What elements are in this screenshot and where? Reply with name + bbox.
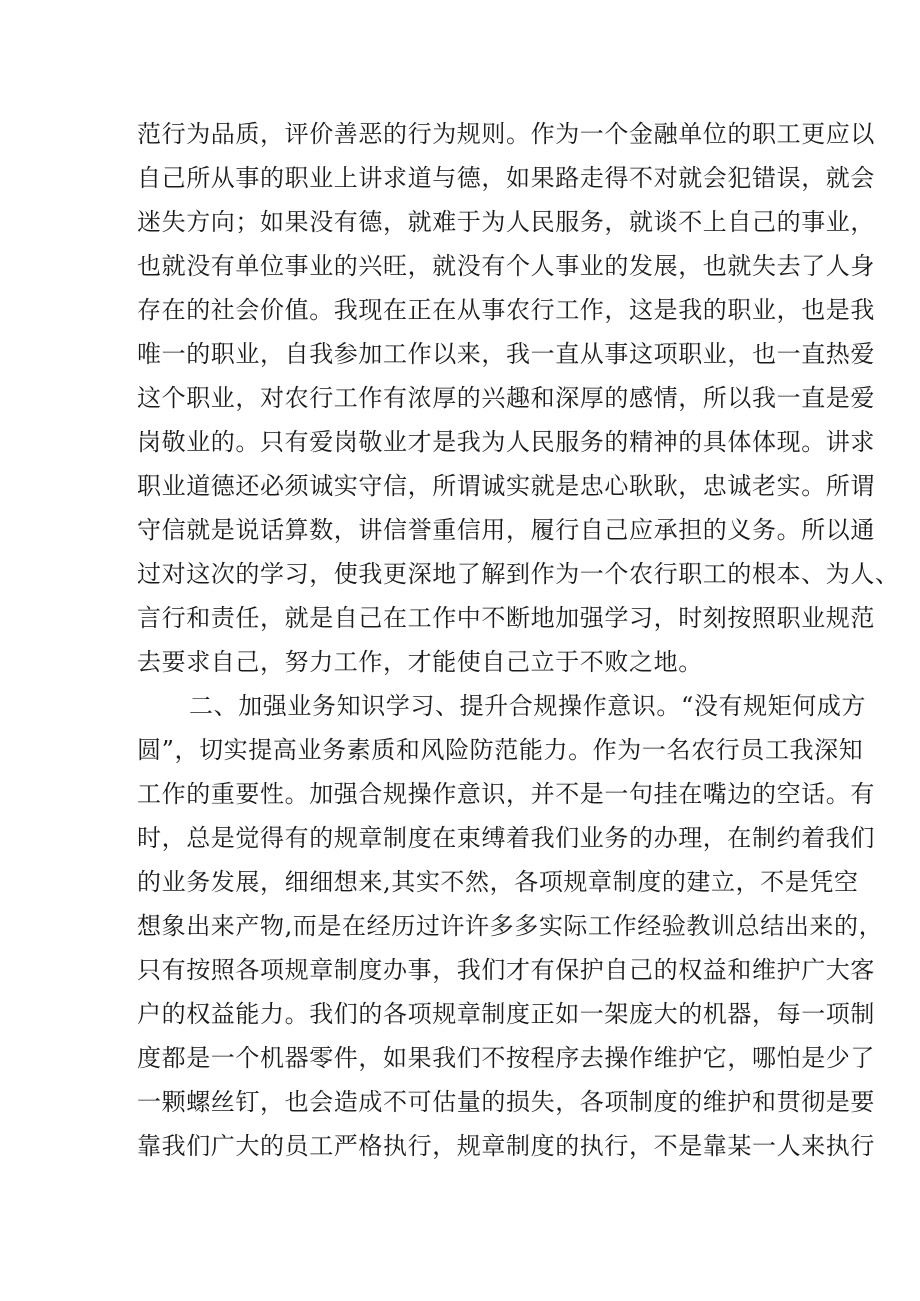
text-line: 范行为品质，评价善恶的行为规则。作为一个金融单位的职工更应以 — [137, 120, 875, 148]
text-line: 守信就是说话算数，讲信誉重信用，履行自己应承担的义务。所以通 — [137, 516, 875, 544]
text-line: 也就没有单位事业的兴旺，就没有个人事业的发展，也就失去了人身 — [137, 252, 875, 280]
text-line: 去要求自己，努力工作，才能使自己立于不败之地。 — [137, 648, 703, 676]
text-line: 岗敬业的。只有爱岗敬业才是我为人民服务的精神的具体体现。讲求 — [137, 428, 875, 456]
text-line: 度都是一个机器零件，如果我们不按程序去操作维护它，哪怕是少了 — [137, 1044, 875, 1072]
text-line: 工作的重要性。加强合规操作意识，并不是一句挂在嘴边的空话。有 — [137, 780, 875, 808]
text-line: 存在的社会价值。我现在正在从事农行工作，这是我的职业，也是我 — [137, 296, 875, 324]
text-line: 只有按照各项规章制度办事，我们才有保护自己的权益和维护广大客 — [137, 956, 875, 984]
text-line: 户的权益能力。我们的各项规章制度正如一架庞大的机器，每一项制 — [137, 1000, 875, 1028]
text-line: 想象出来产物,而是在经历过许许多多实际工作经验教训总结出来的， — [137, 912, 884, 940]
text-line: 时，总是觉得有的规章制度在束缚着我们业务的办理，在制约着我们 — [137, 824, 875, 852]
text-line: 职业道德还必须诚实守信，所谓诚实就是忠心耿耿，忠诚老实。所谓 — [137, 472, 875, 500]
text-line: 的业务发展，细细想来,其实不然，各项规章制度的建立，不是凭空 — [137, 868, 859, 896]
text-line: 圆”，切实提高业务素质和风险防范能力。作为一名农行员工我深知 — [137, 736, 864, 764]
text-line: 迷失方向；如果没有德，就难于为人民服务，就谈不上自己的事业， — [137, 208, 875, 236]
text-line: 一颗螺丝钉，也会造成不可估量的损失，各项制度的维护和贯彻是要 — [137, 1088, 875, 1116]
text-line: 唯一的职业，自我参加工作以来，我一直从事这项职业，也一直热爱 — [137, 340, 875, 368]
text-line: 靠我们广大的员工严格执行，规章制度的执行，不是靠某一人来执行 — [137, 1132, 875, 1160]
text-line: 这个职业，对农行工作有浓厚的兴趣和深厚的感情，所以我一直是爱 — [137, 384, 875, 412]
text-line: 过对这次的学习，使我更深地了解到作为一个农行职工的根本、为人、 — [137, 560, 900, 588]
text-line: 言行和责任，就是自己在工作中不断地加强学习，时刻按照职业规范 — [137, 604, 875, 632]
text-line: 自己所从事的职业上讲求道与德，如果路走得不对就会犯错误，就会 — [137, 164, 875, 192]
body-text — [137, 112, 900, 1168]
section-heading-line: 二、加强业务知识学习、提升合规操作意识。“没有规矩何成方 — [189, 692, 867, 720]
